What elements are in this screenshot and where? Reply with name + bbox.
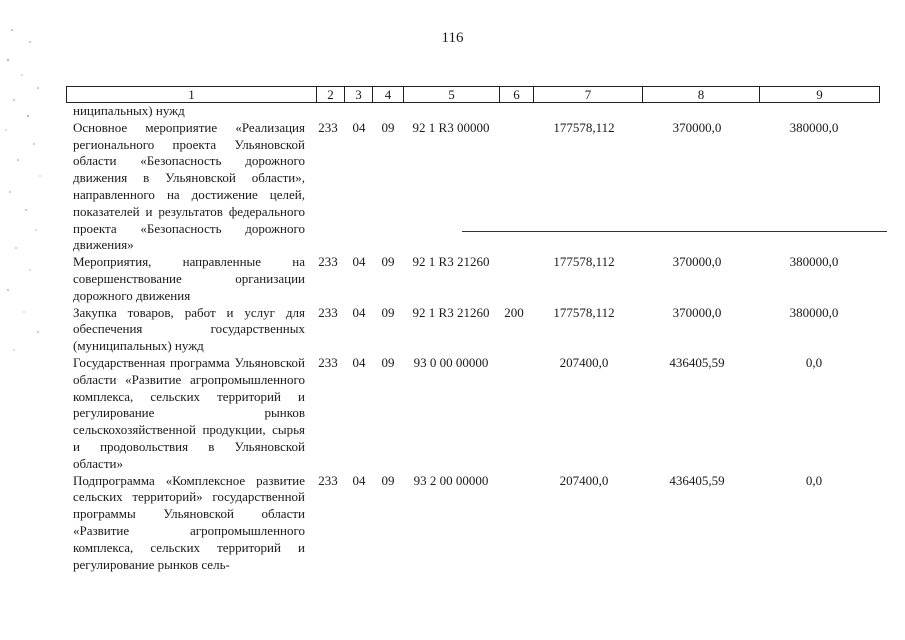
header-cell-1: 1 [67,87,317,102]
cell-amount-8: 436405,59 [669,354,725,370]
cell-subsection: 09 [381,304,395,320]
header-cell-8: 8 [643,87,760,102]
cell-amount-7: 207400,0 [559,472,609,488]
cell-amount-7: 207400,0 [559,354,609,370]
cell-amount-8: 370000,0 [672,254,722,270]
table-row [73,103,873,120]
table-header-row [66,86,880,103]
cell-amount-9: 0,0 [805,354,823,370]
table-row [73,355,873,473]
cell-amount-9: 380000,0 [789,304,839,320]
cell-amount-8: 370000,0 [672,304,722,320]
cell-target-code: 93 0 00 00000 [413,354,489,370]
row-name: Закупка товаров, работ и услуг для обеспечения государственных (муниципальных) нужд [73,304,305,354]
row-name: Мероприятия, направленные на совершенствование организации дорожного движения [73,254,305,303]
cell-subsection: 09 [381,472,395,488]
cell-amount-9: 0,0 [805,472,823,488]
cell-amount-8: 370000,0 [672,119,722,135]
cell-ministry: 233 [318,119,338,135]
cell-subsection: 09 [381,254,395,270]
cell-target-code: 92 1 R3 21260 [412,304,490,320]
header-cell-5: 5 [404,87,500,102]
cell-expense-type [499,355,529,372]
cell-ministry: 233 [318,254,338,270]
cell-target-code: 92 1 R3 21260 [412,254,490,270]
header-cell-3: 3 [345,87,373,102]
row-name: ниципальных) нужд [73,103,185,118]
cell-subsection: 09 [381,354,395,370]
table-row [73,254,873,304]
cell-section: 04 [352,304,366,320]
table-row [73,305,873,355]
header-cell-4: 4 [373,87,404,102]
header-cell-9: 9 [816,87,823,102]
cell-ministry: 233 [318,354,338,370]
row-name: Подпрограмма «Комплексное развитие сельских территорий» государственной программы Ульяновской области «Развитие агропромышленного комплекса, сельских территорий и регулирование рынков сель- [73,472,305,572]
cell-ministry: 233 [318,304,338,320]
header-cell-6: 6 [500,87,534,102]
table-row [73,120,873,254]
cell-section: 04 [352,354,366,370]
header-cell-2: 2 [317,87,345,102]
cell-expense-type [499,473,529,490]
cell-section: 04 [352,472,366,488]
cell-amount-9: 380000,0 [789,119,839,135]
cell-expense-type [499,254,529,271]
cell-section: 04 [352,254,366,270]
cell-expense-type: 200 [504,304,524,320]
scan-noise-margin [0,20,50,360]
cell-amount-8: 436405,59 [669,472,725,488]
page-number: 116 [441,30,464,46]
cell-amount-7: 177578,112 [553,304,615,320]
cell-target-code: 93 2 00 00000 [413,472,489,488]
cell-section: 04 [352,119,366,135]
table-row [73,473,873,574]
cell-amount-7: 177578,112 [553,119,615,135]
row-name: Государственная программа Ульяновской области «Развитие агропромышленного комплекса, сельских территорий и регулирование рынков сельскохозяйственной продукции, сырья и продовольствия в Ульяновской области» [73,354,305,471]
cell-amount-7: 177578,112 [553,254,615,270]
table-body [73,103,873,573]
cell-ministry: 233 [318,472,338,488]
cell-target-code: 92 1 R3 00000 [412,119,490,135]
cell-expense-type [499,120,529,137]
cell-amount-9: 380000,0 [789,254,839,270]
cell-subsection: 09 [381,119,395,135]
header-cell-7: 7 [534,87,643,102]
row-name: Основное мероприятие «Реализация регионального проекта Ульяновской области «Безопасность дорожного движения в Ульяновской области», направленного на достижение целей, показателей и результатов федерального проекта «Безопасность дорожного движения» [73,119,305,253]
